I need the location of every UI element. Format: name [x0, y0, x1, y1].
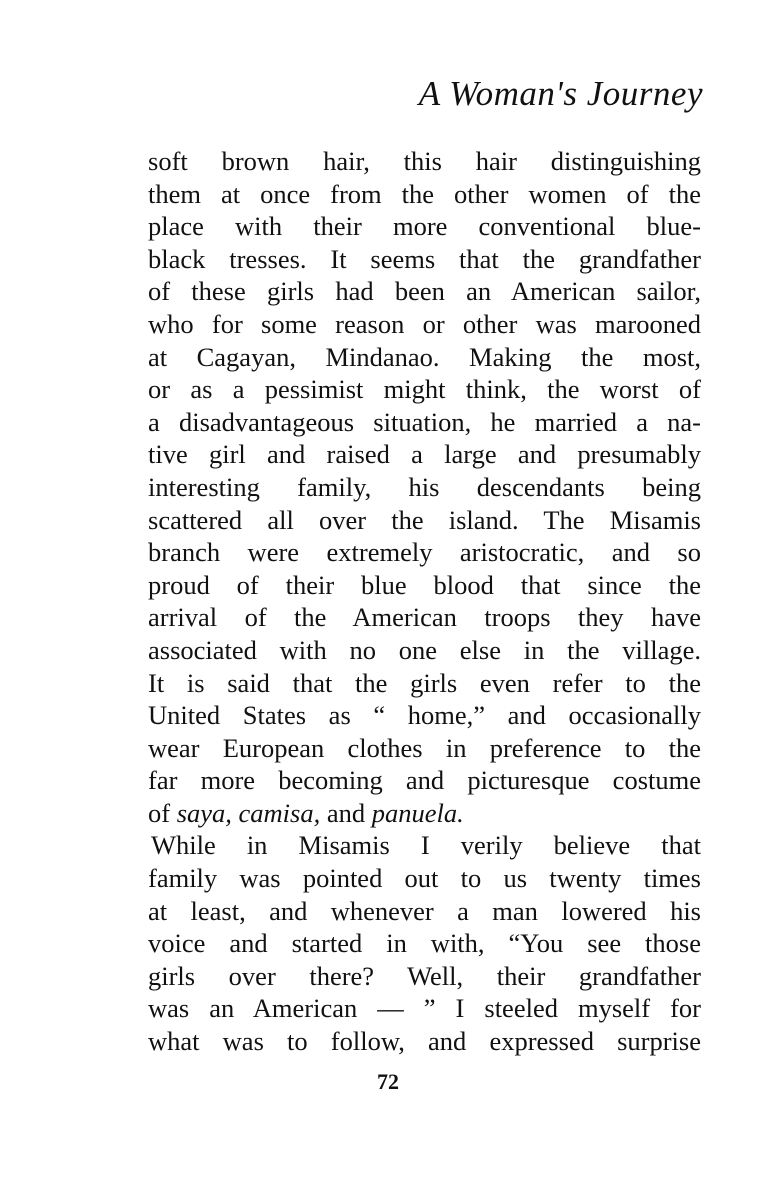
- text-line: was an American — ” I steeled myself for: [148, 993, 701, 1024]
- text-line: arrival of the American troops they have: [148, 602, 701, 633]
- text-line: associated with no one else in the village.: [148, 634, 701, 665]
- text-line: girls over there? Well, their grandfather: [148, 960, 701, 991]
- text-line: wear European clothes in preference to the: [148, 732, 701, 763]
- text-line: scattered all over the island. The Misamis: [148, 504, 701, 535]
- body-text: [148, 145, 701, 1058]
- running-header: A Woman's Journey: [418, 74, 703, 113]
- text-line: tive girl and raised a large and presumably: [148, 439, 701, 470]
- text-line: soft brown hair, this hair distinguishing: [148, 146, 701, 176]
- text-line: proud of their blue blood that since the: [148, 569, 701, 600]
- text-line: what was to follow, and expressed surprise: [148, 1026, 701, 1057]
- text-line: voice and started in with, “You see those: [148, 928, 701, 959]
- page-number: 72: [377, 1069, 399, 1094]
- paragraph-closing-line: [148, 797, 701, 830]
- text-line: of these girls had been an American sailor,: [148, 276, 701, 307]
- text-line: branch were extremely aristocratic, and so: [148, 537, 701, 568]
- text-line: interesting family, his descendants being: [148, 471, 701, 502]
- term-panuela: panuela.: [371, 797, 464, 828]
- term-camisa: camisa,: [238, 797, 321, 828]
- text-line: at least, and whenever a man lowered his: [148, 895, 701, 926]
- text-line: black tresses. It seems that the grandfather: [148, 243, 701, 274]
- text-line: who for some reason or other was marooned: [148, 308, 701, 339]
- text-line: family was pointed out to us twenty times: [148, 863, 701, 894]
- text-line: a disadvantageous situation, he married a na-: [148, 406, 701, 437]
- text-line: or as a pessimist might think, the worst of: [148, 374, 701, 405]
- paragraph-1: [148, 145, 701, 829]
- closing-conjunction: and: [320, 797, 372, 828]
- text-line: at Cagayan, Mindanao. Making the most,: [148, 341, 701, 372]
- text-line: place with their more conventional blue-: [148, 211, 701, 242]
- text-line: them at once from the other women of the: [148, 178, 701, 209]
- text-line: While in Misamis I verily believe that: [151, 830, 701, 861]
- term-saya: saya,: [176, 797, 232, 828]
- closing-prefix: of: [148, 797, 177, 828]
- text-line: far more becoming and picturesque costume: [148, 765, 701, 796]
- text-line: It is said that the girls even refer to the: [148, 667, 701, 698]
- text-line: United States as “ home,” and occasionally: [148, 700, 701, 731]
- paragraph-2: [148, 829, 701, 1057]
